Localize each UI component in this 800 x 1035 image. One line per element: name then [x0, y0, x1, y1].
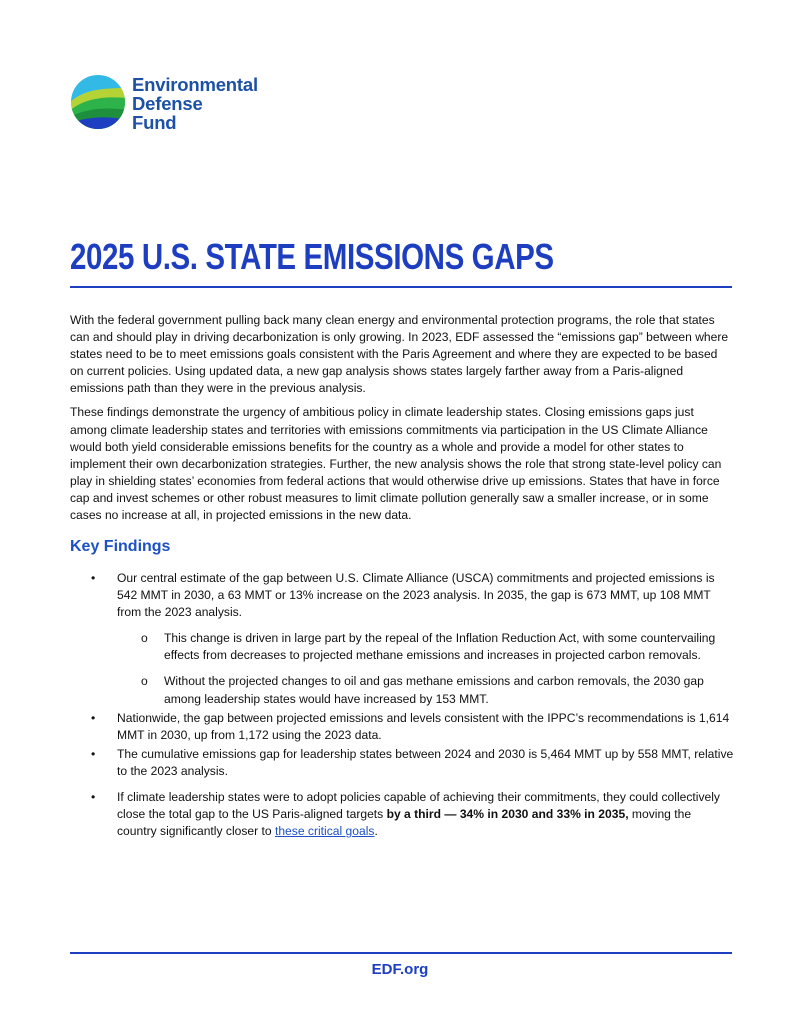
bullet-icon: • [91, 571, 96, 585]
finding-subtext-1: This change is driven in large part by the repeal of the Inflation Reduction Act, with some countervailing effects from decreases to projected methane emissions and increases in projected carbon removals. [164, 631, 716, 663]
finding-text-1: Our central estimate of the gap between U.S. Climate Alliance (USCA) commitments and projected emissions is 542 MMT in 2030, a 63 MMT or 13% increase on the 2023 analysis. In 2035, the gap is 673 MMT, up 108 MMT from the 2023 analysis. [117, 571, 715, 620]
logo-line-2: Defense [132, 93, 203, 114]
finding-item-1 [70, 570, 734, 621]
finding-text-4-bold: by a third — 34% in 2030 and 33% in 2035, [386, 807, 629, 822]
logo-line-3: Fund [132, 112, 177, 133]
finding-text-4b: moving the country significantly closer to [117, 807, 692, 839]
critical-goals-link[interactable]: these critical goals [274, 824, 375, 839]
key-findings-heading: Key Findings [70, 538, 171, 555]
logo-wordmark [132, 75, 258, 132]
intro-paragraph-1: With the federal government pulling back many clean energy and environmental protection programs, the role that states can and should play in driving decarbonization is only growing. In 2023, EDF assessed the “emissions gap” between where states need to be to meet emissions goals consistent with the Paris Agreement and where they are expected to be based on current policies. Using updated data, a new gap analysis shows states largely farther away from a Paris-aligned emissions path than they were in the previous analysis. [70, 313, 729, 396]
page-title: 2025 U.S. STATE EMISSIONS GAPS [70, 236, 554, 277]
bullet-icon: • [91, 710, 96, 725]
sub-bullet-icon: o [141, 674, 148, 689]
edf-logo-mark-icon [70, 74, 126, 130]
title-divider [70, 286, 732, 288]
finding-subtext-2: Without the projected changes to oil and gas methane emissions and carbon removals, the 2030 gap among leadership states would have increased by 153 MMT. [164, 674, 704, 706]
bullet-icon: • [91, 746, 96, 761]
finding-text-4-end: . [374, 824, 378, 839]
finding-subitem-2 [70, 673, 734, 707]
finding-item-3 [70, 746, 734, 780]
sub-bullet-icon: o [141, 631, 148, 646]
finding-text-2: Nationwide, the gap between projected emissions and levels consistent with the IPPC’s recommendations is 1,614 MMT in 2030, up from 1,172 using the 2023 data. [117, 710, 730, 742]
logo-line-1: Environmental [132, 74, 258, 95]
edf-logo [70, 74, 270, 132]
footer-divider [70, 952, 732, 954]
intro-paragraph-2: These findings demonstrate the urgency of ambitious policy in climate leadership states. Closing emissions gaps just among climate leadership states and territories with emissions commitments via participation in the US Climate Alliance would both yield considerable emissions benefits for the country as a whole and provide a model for other states to implement their own decarbonization strategies. Further, the new analysis shows the role that strong state-level policy can play in shielding states’ economies from federal actions that would otherwise drive up emissions. States that have in force cap and invest schemes or other robust measures to limit climate pollution generally saw a smaller increase, or in some cases no increase at all, in projected emissions in the new data. [70, 405, 722, 523]
key-findings-list [70, 570, 734, 840]
footer-url: EDF.org [371, 961, 429, 978]
finding-text-3: The cumulative emissions gap for leadership states between 2024 and 2030 is 5,464 MMT up by 558 MMT, relative to the 2023 analysis. [117, 746, 734, 778]
intro-section [70, 312, 734, 531]
finding-item-4 [70, 789, 734, 840]
finding-text-4a: If climate leadership states were to adopt policies capable of achieving their commitments, they could collectively close the total gap to the US Paris-aligned targets [117, 790, 720, 822]
finding-subitem-1 [70, 630, 734, 664]
finding-item-2 [70, 710, 734, 744]
bullet-icon: • [91, 790, 96, 805]
